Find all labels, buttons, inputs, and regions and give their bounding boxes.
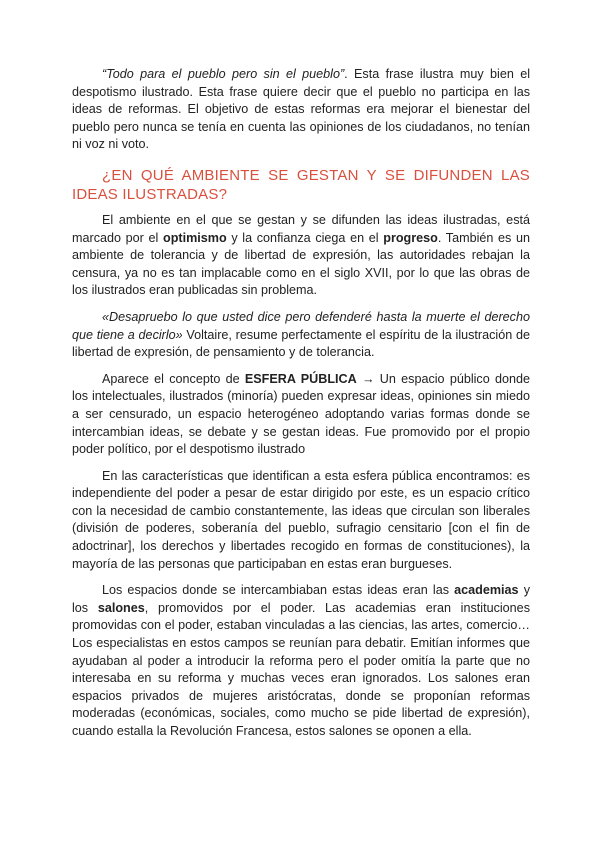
quote-voltaire: «Desapruebo lo que usted dice pero defenderé hasta la muerte el derecho que tiene a decirlo» <box>72 309 530 342</box>
paragraph-despotismo <box>72 66 530 154</box>
keyword-academias: academias <box>454 583 519 598</box>
paragraph-ambiente-text-2: y la confianza ciega en el <box>226 230 384 245</box>
keyword-progreso: progreso <box>383 230 438 245</box>
section-heading: ¿EN QUÉ AMBIENTE SE GESTAN Y SE DIFUNDEN LAS IDEAS ILUSTRADAS? <box>72 166 530 203</box>
paragraph-espacios-text-2: y los <box>72 583 530 615</box>
paragraph-despotismo-text: . Esta frase ilustra muy bien el despotismo ilustrado. Esta frase quiere decir que el pueblo no participa en las ideas de reformas. El objetivo de estas reformas era mejorar el bienestar del pueblo pero nunca se tenía en cuenta las opiniones de los ciudadanos, no tenían ni voz ni voto. <box>72 67 530 152</box>
keyword-esfera-publica: ESFERA PÚBLICA <box>244 371 357 386</box>
paragraph-ambiente-text-3: . También es un ambiente de tolerancia y de libertad de expresión, las autoridades rebajan la censura, ya no es tan implacable como en el siglo XVII, por lo que las obras de los ilustrados eran publicadas sin problema. <box>72 230 531 298</box>
keyword-salones: salones <box>97 600 145 615</box>
paragraph-caracteristicas: En las características que identifican a esta esfera pública encontramos: es independiente del poder a pesar de estar dirigido por este, es un espacio crítico con la necesidad de cambio constantemente, las ideas que circulan son liberales (división de poderes, soberanía del pueblo, sufragio censitario [con el fin de adoctrinar], los derechos y libertades recogido en formas de constituciones), la mayoría de las personas que participaban en estas eran burgueses. <box>72 468 530 571</box>
paragraph-ambiente-text-1: El ambiente en el que se gestan y se difunden las ideas ilustradas, está marcado por el <box>72 212 530 245</box>
paragraph-esfera-text-2: → Un espacio público donde los intelectuales, ilustrados (minoría) pueden expresar ideas, opiniones sin miedo a ser censurado, un espacio heterogéneo adoptando varias formas donde se intercambian ideas, se debate y se gestan ideas. Fue promovido por el propio poder político, por el despotismo ilustrado <box>72 371 531 457</box>
paragraph-ambiente <box>72 212 530 300</box>
keyword-optimismo: optimismo <box>163 230 227 245</box>
paragraph-voltaire <box>72 309 530 362</box>
paragraph-espacios-text-1: Los espacios donde se intercambiaban estas ideas eran las <box>102 583 455 598</box>
paragraph-espacios-text-3: , promovidos por el poder. Las academias eran instituciones promovidas con el poder, estaban vinculadas a las ciencias, las artes, comercio… Los especialistas en estos campos se reunían para debatir. Emitían informes que ayudaban al poder a introducir la reforma pero el poder omitía la parte que no interesaba en su reforma y muchas veces eran ignorados. Los salones eran espacios privados de mujeres aristócratas, donde se proponían reformas moderadas (económicas, sociales, como mucho se pide libertad de expresión), cuando estalla la Revolución Francesa, estos salones se oponen a ella. <box>72 600 530 738</box>
paragraph-esfera-text-1: Aparece el concepto de <box>102 371 245 386</box>
paragraph-voltaire-text: Voltaire, resume perfectamente el espíritu de la ilustración de libertad de expresión, de pensamiento y de tolerancia. <box>72 327 530 360</box>
quote-todo-para-el-pueblo: “Todo para el pueblo pero sin el pueblo” <box>102 67 345 81</box>
paragraph-espacios <box>72 582 530 740</box>
paragraph-esfera-publica <box>72 371 530 459</box>
